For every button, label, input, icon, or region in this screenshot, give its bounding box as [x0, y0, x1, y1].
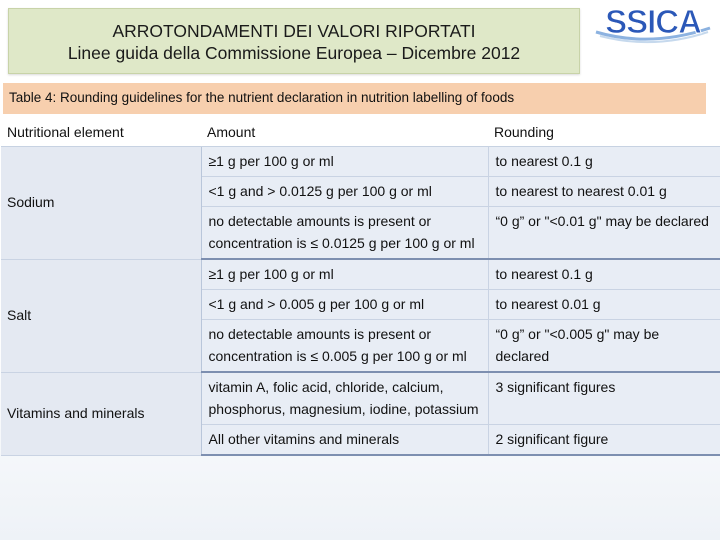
column-header-rounding: Rounding — [488, 117, 720, 147]
rounding-cell: to nearest to nearest 0.01 g — [488, 177, 720, 207]
rounding-cell: to nearest 0.1 g — [488, 147, 720, 177]
rounding-table — [1, 117, 720, 456]
ssica-logo — [590, 2, 716, 46]
amount-cell: no detectable amounts is present or concentration is ≤ 0.005 g per 100 g or ml — [201, 320, 488, 373]
rounding-cell: to nearest 0.1 g — [488, 259, 720, 290]
slide-subtitle: Linee guida della Commissione Europea – Dicembre 2012 — [67, 43, 521, 63]
amount-cell: ≥1 g per 100 g or ml — [201, 259, 488, 290]
table-caption: Table 4: Rounding guidelines for the nutrient declaration in nutrition labelling of foods — [3, 83, 706, 114]
column-header-amount: Amount — [201, 117, 488, 147]
element-cell-salt: Salt — [1, 259, 201, 372]
amount-cell: <1 g and > 0.005 g per 100 g or ml — [201, 290, 488, 320]
column-header-element: Nutritional element — [1, 117, 201, 147]
slide-title: ARROTONDAMENTI DEI VALORI RIPORTATI — [112, 21, 476, 41]
title-box — [8, 8, 580, 74]
table-row — [1, 147, 720, 177]
amount-cell: no detectable amounts is present or concentration is ≤ 0.0125 g per 100 g or ml — [201, 207, 488, 260]
rounding-cell: to nearest 0.01 g — [488, 290, 720, 320]
logo-text: SSICA — [605, 3, 701, 40]
table-row — [1, 259, 720, 290]
amount-cell: <1 g and > 0.0125 g per 100 g or ml — [201, 177, 488, 207]
amount-cell: All other vitamins and minerals — [201, 425, 488, 456]
rounding-cell: 2 significant figure — [488, 425, 720, 456]
table-header-row — [1, 117, 720, 147]
table-row — [1, 372, 720, 425]
amount-cell: vitamin A, folic acid, chloride, calcium, phosphorus, magnesium, iodine, potassium — [201, 372, 488, 425]
rounding-cell: “0 g” or "<0.005 g" may be declared — [488, 320, 720, 373]
rounding-cell: 3 significant figures — [488, 372, 720, 425]
amount-cell: ≥1 g per 100 g or ml — [201, 147, 488, 177]
rounding-cell: “0 g” or "<0.01 g" may be declared — [488, 207, 720, 260]
element-cell-sodium: Sodium — [1, 147, 201, 260]
element-cell-vitamins: Vitamins and minerals — [1, 372, 201, 455]
